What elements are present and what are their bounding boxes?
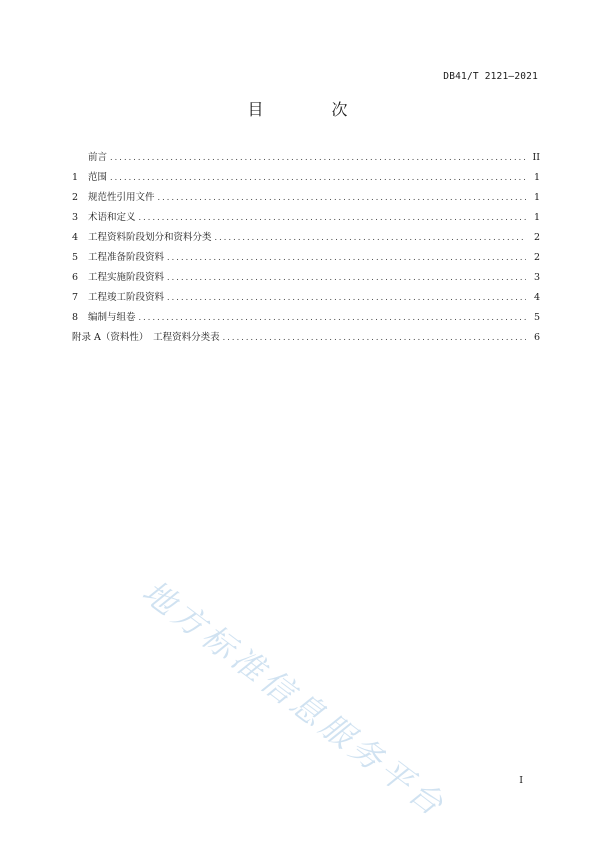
page-number: I: [519, 775, 523, 786]
toc-leader-dots: [167, 293, 526, 302]
toc-num: 4: [72, 232, 79, 243]
toc-leader-dots: [158, 193, 526, 202]
toc-entry-appendix-a[interactable]: [72, 329, 540, 349]
toc-page: 2: [533, 252, 540, 263]
toc-label: 范围: [88, 172, 108, 183]
toc-leader-dots: [167, 253, 526, 262]
watermark: 地方标准信息服务平台: [135, 572, 454, 826]
toc-num: 3: [72, 212, 79, 223]
toc-label: 工程实施阶段资料: [88, 272, 165, 283]
toc-label: 术语和定义: [88, 212, 136, 223]
toc-entry-foreword[interactable]: [72, 149, 540, 169]
toc-entry-3[interactable]: [72, 209, 540, 229]
toc-label: 工程竣工阶段资料: [88, 292, 165, 303]
toc-num: 2: [72, 192, 79, 203]
toc-leader-dots: [110, 153, 526, 162]
toc-num: 8: [72, 312, 79, 323]
toc-entry-7[interactable]: [72, 289, 540, 309]
toc-page: 1: [533, 212, 540, 223]
toc-leader-dots: [110, 173, 526, 182]
toc-page: 2: [533, 232, 540, 243]
page-title: 目 次: [247, 100, 374, 119]
toc-num: 5: [72, 252, 79, 263]
toc-label: 工程资料阶段划分和资料分类: [88, 232, 212, 243]
toc-page: 4: [533, 292, 540, 303]
toc-label: 前言: [88, 152, 108, 163]
toc-entry-5[interactable]: [72, 249, 540, 269]
toc-page: 6: [533, 332, 540, 343]
toc-leader-dots: [139, 213, 526, 222]
table-of-contents: [72, 149, 540, 349]
toc-label: 规范性引用文件: [88, 192, 155, 203]
standard-code: DB41/T 2121—2021: [443, 71, 538, 82]
toc-label: 附录 A（资料性） 工程资料分类表: [72, 332, 220, 343]
toc-entry-6[interactable]: [72, 269, 540, 289]
toc-page: 1: [533, 172, 540, 183]
toc-num: 1: [72, 172, 79, 183]
toc-entry-1[interactable]: [72, 169, 540, 189]
toc-label: 编制与组卷: [88, 312, 136, 323]
toc-entry-8[interactable]: [72, 309, 540, 329]
toc-entry-2[interactable]: [72, 189, 540, 209]
toc-leader-dots: [139, 313, 526, 322]
toc-page: 3: [533, 272, 540, 283]
toc-page: 1: [533, 192, 540, 203]
toc-num: 7: [72, 292, 79, 303]
toc-entry-4[interactable]: [72, 229, 540, 249]
toc-num: 6: [72, 272, 79, 283]
toc-leader-dots: [167, 273, 526, 282]
toc-page: II: [532, 152, 540, 163]
toc-page: 5: [533, 312, 540, 323]
toc-label: 工程准备阶段资料: [88, 252, 165, 263]
toc-leader-dots: [215, 233, 526, 242]
toc-leader-dots: [223, 333, 526, 342]
